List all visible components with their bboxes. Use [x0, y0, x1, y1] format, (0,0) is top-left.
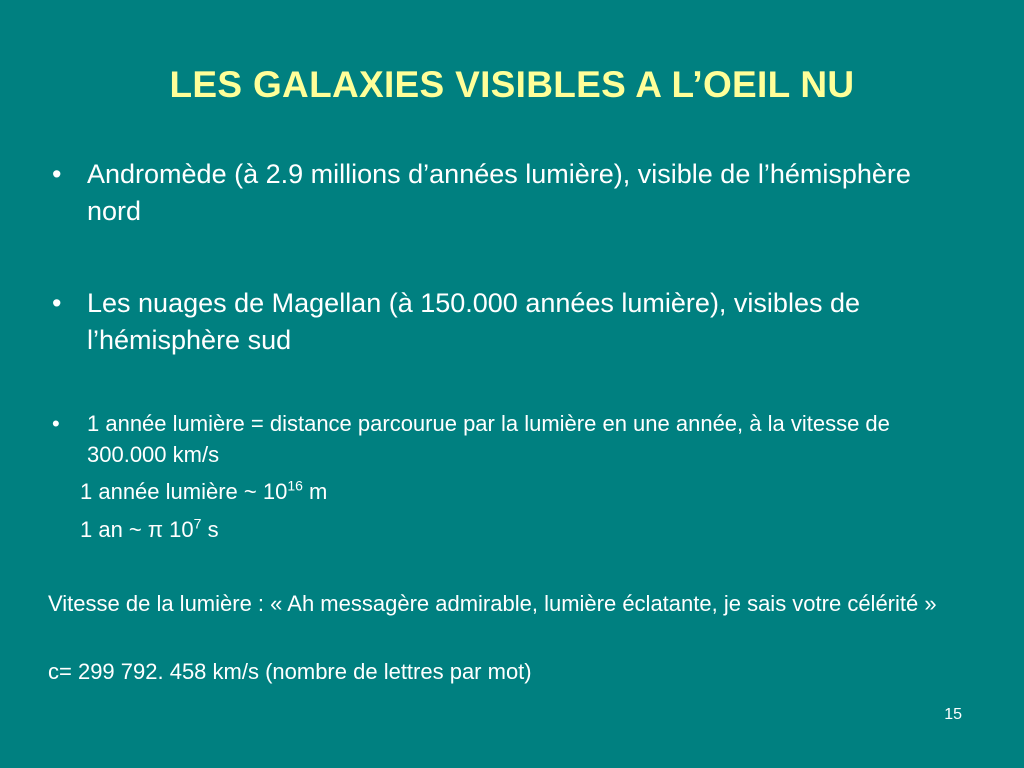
- year-seconds-exponent: 7: [193, 515, 202, 532]
- bullet-symbol: •: [52, 288, 62, 318]
- light-year-meters-unit: m: [302, 479, 328, 504]
- bullet-light-year-text: 1 année lumière = distance parcourue par la lumière en une année, à la vitesse de 300.000 km/s: [87, 411, 890, 467]
- bullet-symbol: •: [52, 411, 60, 436]
- light-year-meters-base: 1 année lumière ~ 10: [80, 479, 288, 504]
- bullet-light-year: [52, 408, 972, 470]
- bullet-andromeda: [52, 156, 972, 230]
- year-seconds-base: 1 an ~ π 10: [80, 517, 194, 542]
- bullet-magellan-text: Les nuages de Magellan (à 150.000 années lumière), visibles de l’hémisphère sud: [87, 288, 860, 355]
- light-year-meters-exponent: 16: [287, 477, 303, 494]
- light-year-meters: [80, 477, 327, 507]
- year-seconds-unit: s: [201, 517, 219, 542]
- light-speed-quote: Vitesse de la lumière : « Ah messagère admirable, lumière éclatante, je sais votre célérité »: [48, 591, 937, 616]
- slide-title: LES GALAXIES VISIBLES A L’OEIL NU: [169, 64, 855, 105]
- page-number: 15: [944, 706, 962, 723]
- bullet-andromeda-text: Andromède (à 2.9 millions d’années lumière), visible de l’hémisphère nord: [87, 159, 911, 226]
- bullet-magellan: [52, 285, 972, 359]
- light-speed-value: c= 299 792. 458 km/s (nombre de lettres par mot): [48, 659, 532, 684]
- bullet-symbol: •: [52, 159, 62, 189]
- year-seconds: [80, 515, 219, 545]
